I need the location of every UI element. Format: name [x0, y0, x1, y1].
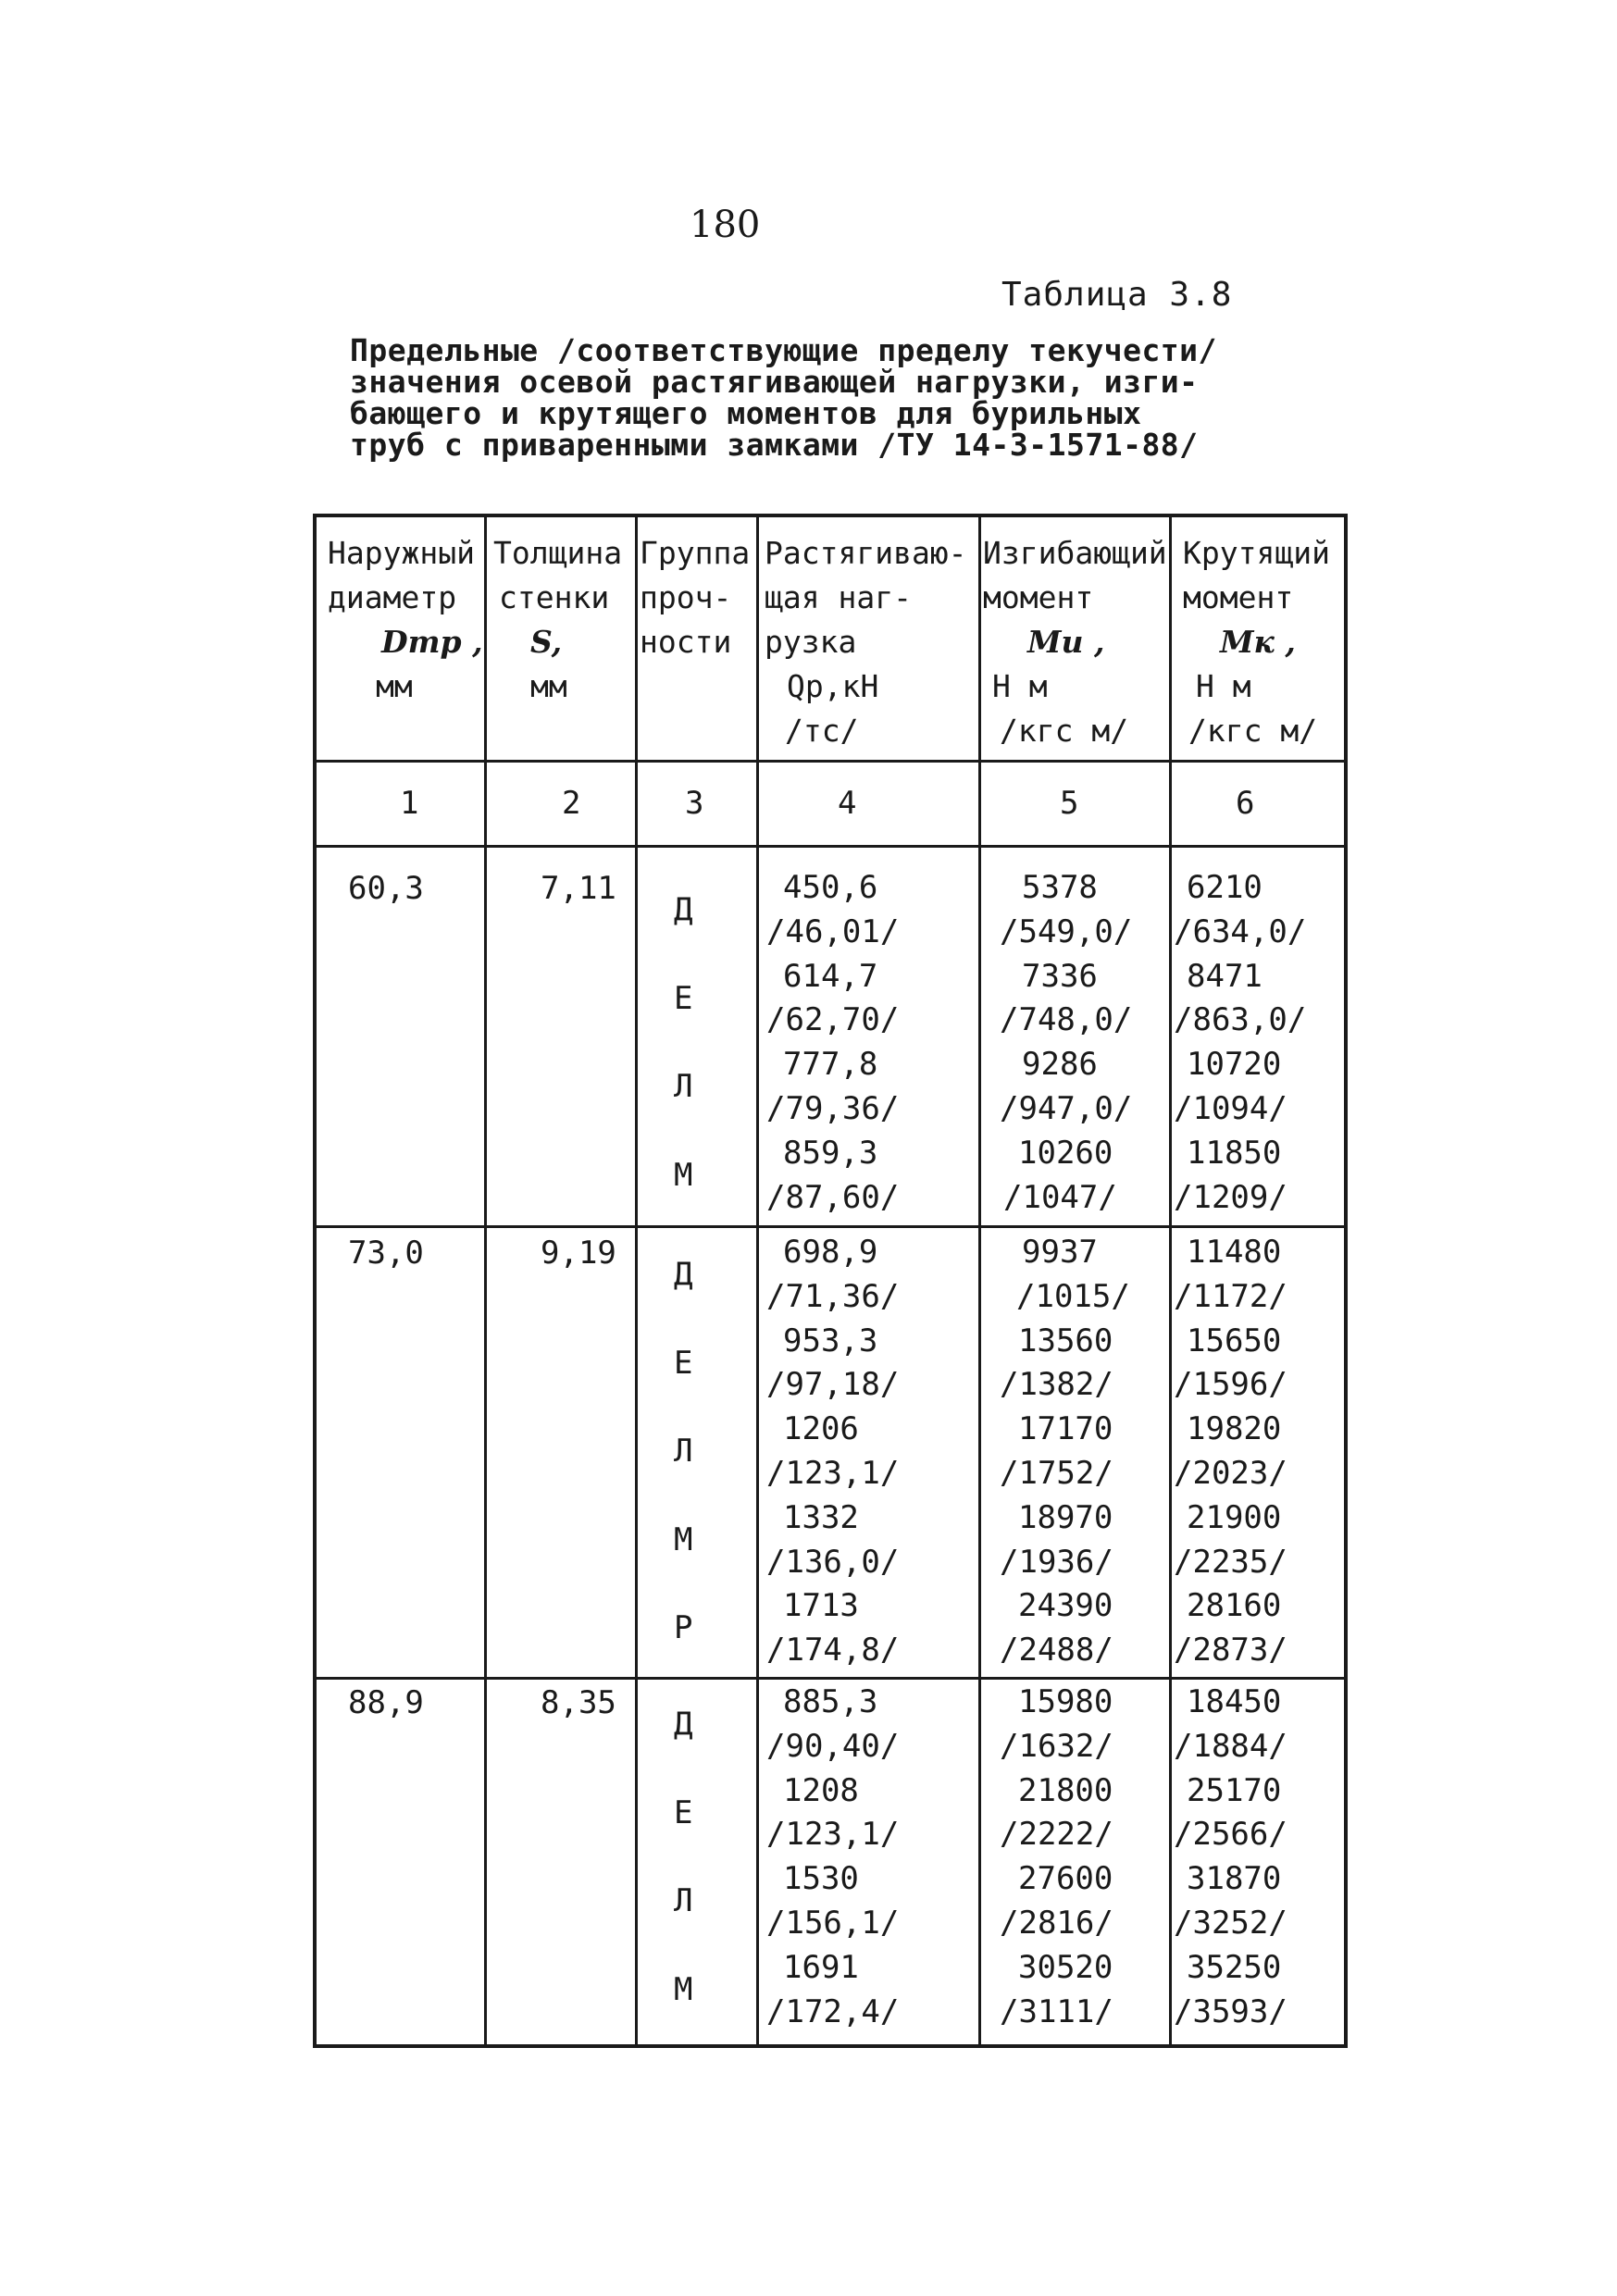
cell-diameter: 73,0: [348, 1235, 424, 1272]
grade-cell: Л: [674, 1433, 693, 1471]
bending-cell: 7336: [1022, 957, 1098, 995]
load-cell: 1530: [783, 1860, 859, 1898]
torque-cell: /2873/: [1174, 1632, 1287, 1669]
bending-cell: /549,0/: [1000, 912, 1133, 950]
column-divider: [756, 514, 759, 2048]
cell-wall-thickness: 8,35: [541, 1684, 616, 1721]
torque-cell: /3252/: [1174, 1904, 1287, 1942]
torque-column: [1174, 866, 1306, 1220]
group-divider: [313, 1677, 1348, 1680]
load-cell: 885,3: [783, 1683, 878, 1720]
torque-cell: /1596/: [1174, 1366, 1287, 1404]
bending-cell: /1382/: [1000, 1366, 1113, 1404]
bending-cell: /1047/: [1003, 1178, 1117, 1216]
torque-cell: 21900: [1187, 1498, 1282, 1536]
torque-column: [1174, 1681, 1287, 2034]
torque-cell: 11480: [1187, 1234, 1282, 1271]
bending-cell: 30520: [1018, 1948, 1113, 1986]
load-cell: /87,60/: [766, 1178, 900, 1216]
torque-cell: /2023/: [1174, 1454, 1287, 1492]
bending-cell: /2816/: [1000, 1904, 1113, 1942]
torque-cell: /3593/: [1174, 1992, 1287, 2030]
bending-cell: /1015/: [1016, 1277, 1130, 1315]
column-divider: [484, 514, 487, 2048]
grade-cell: М: [674, 1970, 693, 2008]
torque-cell: /1172/: [1174, 1277, 1287, 1315]
torque-cell: 11850: [1187, 1134, 1282, 1172]
load-cell: /71,36/: [766, 1277, 900, 1315]
column-number: 5: [1060, 785, 1079, 822]
grade-cell: Л: [674, 1068, 693, 1106]
cell-diameter: 60,3: [348, 870, 424, 907]
bending-column: [1000, 1681, 1113, 2034]
load-column: [766, 1231, 899, 1673]
bending-cell: /1936/: [1000, 1543, 1113, 1581]
grade-column: [674, 1681, 692, 2034]
grade-cell: Р: [674, 1609, 693, 1647]
load-cell: 450,6: [783, 869, 878, 906]
page-number: 180: [690, 204, 761, 246]
torque-cell: 35250: [1187, 1948, 1282, 1986]
bending-cell: /2222/: [1000, 1816, 1113, 1854]
torque-cell: 15650: [1187, 1322, 1282, 1359]
torque-cell: /1884/: [1174, 1727, 1287, 1765]
torque-cell: 28160: [1187, 1587, 1282, 1625]
column-number: 3: [685, 785, 704, 822]
load-cell: 953,3: [783, 1322, 878, 1359]
load-column: [766, 1681, 899, 2034]
column-number: 1: [400, 785, 419, 822]
torque-cell: 31870: [1187, 1860, 1282, 1898]
bending-cell: 27600: [1018, 1860, 1113, 1898]
bending-cell: /3111/: [1000, 1992, 1113, 2030]
load-cell: /79,36/: [766, 1089, 900, 1127]
load-cell: 1691: [783, 1948, 859, 1986]
load-cell: 1206: [783, 1410, 859, 1448]
load-cell: 614,7: [783, 957, 878, 995]
column-divider: [1169, 514, 1172, 2048]
bending-cell: 17170: [1018, 1410, 1113, 1448]
cell-wall-thickness: 9,19: [541, 1235, 616, 1272]
cell-wall-thickness: 7,11: [541, 870, 616, 907]
grade-cell: Е: [674, 979, 693, 1017]
table-caption: Предельные /соответствующие пределу текучести/ значения осевой растягивающей нагрузки, изги- бающего и крутящего моментов для бурильных труб с приваренными замками /ТУ 14-3-1571-88/: [350, 332, 1217, 463]
torque-column: [1174, 1231, 1287, 1673]
cell-diameter: 88,9: [348, 1684, 424, 1721]
load-cell: /123,1/: [766, 1454, 900, 1492]
torque-cell: /863,0/: [1174, 1001, 1307, 1039]
load-cell: /174,8/: [766, 1632, 900, 1669]
header-divider: [313, 760, 1348, 763]
bending-cell: 5378: [1022, 869, 1098, 906]
torque-cell: /1094/: [1174, 1089, 1287, 1127]
torque-cell: 8471: [1187, 957, 1263, 995]
load-cell: 859,3: [783, 1134, 878, 1172]
grade-cell: Л: [674, 1882, 693, 1920]
bending-cell: 9937: [1022, 1234, 1098, 1271]
bending-cell: /947,0/: [1000, 1089, 1133, 1127]
bending-column: [1000, 1231, 1130, 1673]
header-tensile-load: Растягиваю- щая наг- рузка Qр,кН /тс/: [765, 535, 967, 749]
bending-cell: /748,0/: [1000, 1001, 1133, 1039]
bending-cell: 13560: [1018, 1322, 1113, 1359]
load-cell: 777,8: [783, 1046, 878, 1084]
torque-cell: 10720: [1187, 1046, 1282, 1084]
torque-cell: 18450: [1187, 1683, 1282, 1720]
bending-cell: 9286: [1022, 1046, 1098, 1084]
grade-cell: М: [674, 1520, 693, 1558]
numbers-divider: [313, 845, 1348, 848]
load-cell: /123,1/: [766, 1816, 900, 1854]
grade-cell: Д: [674, 891, 693, 928]
grade-column: [674, 1231, 692, 1673]
column-number: 2: [562, 785, 581, 822]
load-cell: /97,18/: [766, 1366, 900, 1404]
header-bending-moment: Изгибающий момент Mи , Н м /кгс м/: [983, 535, 1167, 749]
torque-cell: 25170: [1187, 1771, 1282, 1809]
load-cell: /62,70/: [766, 1001, 900, 1039]
column-number: 6: [1236, 785, 1255, 822]
column-number: 4: [838, 785, 857, 822]
bending-cell: /1632/: [1000, 1727, 1113, 1765]
load-cell: 1208: [783, 1771, 859, 1809]
load-cell: /136,0/: [766, 1543, 900, 1581]
group-divider: [313, 1225, 1348, 1228]
column-divider: [635, 514, 638, 2048]
header-torque: Крутящий момент Mк , Н м /кгс м/: [1183, 535, 1330, 749]
bending-column: [1000, 866, 1132, 1220]
torque-cell: 19820: [1187, 1410, 1282, 1448]
grade-column: [674, 866, 692, 1220]
load-cell: 698,9: [783, 1234, 878, 1271]
bending-cell: 10260: [1018, 1134, 1113, 1172]
torque-cell: 6210: [1187, 869, 1263, 906]
grade-cell: Е: [674, 1344, 693, 1382]
load-cell: 1332: [783, 1498, 859, 1536]
torque-cell: /1209/: [1174, 1178, 1287, 1216]
bending-cell: 15980: [1018, 1683, 1113, 1720]
load-cell: 1713: [783, 1587, 859, 1625]
column-divider: [978, 514, 981, 2048]
header-wall-thickness: Толщина стенки S, мм: [493, 535, 623, 704]
torque-cell: /2235/: [1174, 1543, 1287, 1581]
bending-cell: 18970: [1018, 1498, 1113, 1536]
header-strength-group: Группа проч- ности: [640, 535, 751, 660]
torque-cell: /634,0/: [1174, 912, 1307, 950]
load-cell: /156,1/: [766, 1904, 900, 1942]
load-cell: /46,01/: [766, 912, 900, 950]
grade-cell: Д: [674, 1706, 693, 1743]
load-column: [766, 866, 899, 1220]
table-label: Таблица 3.8: [1001, 276, 1233, 314]
load-cell: /172,4/: [766, 1992, 900, 2030]
torque-cell: /2566/: [1174, 1816, 1287, 1854]
header-outer-diameter: Наружный диаметр Dтр , мм: [328, 535, 483, 704]
bending-cell: /2488/: [1000, 1632, 1113, 1669]
load-cell: /90,40/: [766, 1727, 900, 1765]
grade-cell: Д: [674, 1256, 693, 1293]
bending-cell: 24390: [1018, 1587, 1113, 1625]
grade-cell: М: [674, 1156, 693, 1194]
bending-cell: /1752/: [1000, 1454, 1113, 1492]
bending-cell: 21800: [1018, 1771, 1113, 1809]
grade-cell: Е: [674, 1793, 693, 1831]
